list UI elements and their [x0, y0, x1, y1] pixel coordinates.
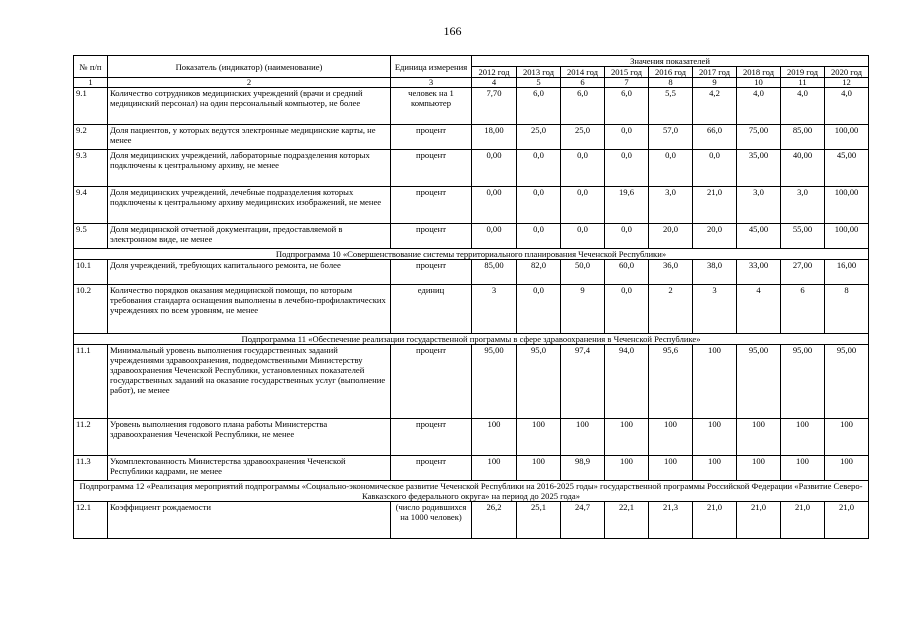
value-cell: 18,00: [472, 125, 517, 150]
value-cell: 45,00: [737, 224, 781, 249]
header-num: № п/п: [74, 56, 108, 78]
row-number: 9.3: [74, 150, 108, 187]
value-cell: 25,0: [517, 125, 561, 150]
value-cell: 4,2: [693, 88, 737, 125]
value-cell: 4,0: [781, 88, 825, 125]
value-cell: 22,1: [605, 502, 649, 539]
value-cell: 20,0: [649, 224, 693, 249]
value-cell: 100: [605, 419, 649, 456]
column-index: 6: [561, 78, 605, 88]
value-cell: 3: [693, 285, 737, 334]
value-cell: 0,0: [517, 285, 561, 334]
header-values: Значения показателей: [472, 56, 869, 67]
unit-cell: процент: [391, 150, 472, 187]
value-cell: 75,00: [737, 125, 781, 150]
column-index: 8: [649, 78, 693, 88]
column-index: 10: [737, 78, 781, 88]
table-row: [74, 260, 869, 285]
value-cell: 100,00: [825, 125, 869, 150]
value-cell: 21,3: [649, 502, 693, 539]
row-number: 11.2: [74, 419, 108, 456]
indicator-name: Доля пациентов, у которых ведутся электронные медицинские карты, не менее: [108, 125, 391, 150]
subprogram-title: Подпрограмма 11 «Обеспечение реализации государственной программы в сфере здравоохранения в Чеченской Республике»: [74, 334, 869, 345]
value-cell: 21,0: [693, 187, 737, 224]
indicator-name: Доля медицинской отчетной документации, предоставляемой в электронном виде, не менее: [108, 224, 391, 249]
row-number: 9.4: [74, 187, 108, 224]
value-cell: 0,0: [517, 224, 561, 249]
value-cell: 100: [825, 419, 869, 456]
value-cell: 0,0: [605, 285, 649, 334]
header-year: 2016 год: [649, 67, 693, 78]
unit-cell: процент: [391, 187, 472, 224]
value-cell: 27,00: [781, 260, 825, 285]
indicator-name: Минимальный уровень выполнения государственных заданий учреждениями здравоохранения, подведомственными Министерству здравоохранения Чеченской Республики, установленных показателей государственных заданий на оказание государственных услуг (выполнение работ), не менее: [108, 345, 391, 419]
value-cell: 35,00: [737, 150, 781, 187]
value-cell: 100: [737, 456, 781, 481]
table-row: [74, 150, 869, 187]
value-cell: 26,2: [472, 502, 517, 539]
value-cell: 100: [561, 419, 605, 456]
value-cell: 100: [472, 419, 517, 456]
table-row: [74, 285, 869, 334]
row-number: 10.2: [74, 285, 108, 334]
value-cell: 100: [693, 456, 737, 481]
value-cell: 100: [825, 456, 869, 481]
value-cell: 45,00: [825, 150, 869, 187]
value-cell: 4: [737, 285, 781, 334]
value-cell: 36,0: [649, 260, 693, 285]
indicator-name: Доля медицинских учреждений, лечебные подразделения которых подключены к центральному архиву медицинских изображений, не менее: [108, 187, 391, 224]
value-cell: 20,0: [693, 224, 737, 249]
row-number: 9.2: [74, 125, 108, 150]
value-cell: 0,0: [517, 187, 561, 224]
value-cell: 33,00: [737, 260, 781, 285]
value-cell: 5,5: [649, 88, 693, 125]
value-cell: 25,0: [561, 125, 605, 150]
subprogram-title: Подпрограмма 10 «Совершенствование системы территориального планирования Чеченской Республики»: [74, 249, 869, 260]
value-cell: 98,9: [561, 456, 605, 481]
column-index: 2: [108, 78, 391, 88]
value-cell: 57,0: [649, 125, 693, 150]
value-cell: 95,00: [825, 345, 869, 419]
subprogram-title: Подпрограмма 12 «Реализация мероприятий подпрограммы «Социально-экономическое развитие Чеченской Республики на 2016-2025 годы» государственной программы Российской Федерации «Развитие Северо-Кавказского федерального округа» на период до 2025 года»: [74, 481, 869, 502]
value-cell: 0,0: [693, 150, 737, 187]
section-row: [74, 249, 869, 260]
value-cell: 94,0: [605, 345, 649, 419]
header-year: 2015 год: [605, 67, 649, 78]
table-row: [74, 419, 869, 456]
value-cell: 50,0: [561, 260, 605, 285]
value-cell: 21,0: [781, 502, 825, 539]
column-index: 7: [605, 78, 649, 88]
indicator-name: Доля учреждений, требующих капитального ремонта, не более: [108, 260, 391, 285]
column-index: 9: [693, 78, 737, 88]
value-cell: 21,0: [737, 502, 781, 539]
value-cell: 82,0: [517, 260, 561, 285]
value-cell: 100: [649, 456, 693, 481]
header-indicator: Показатель (индикатор) (наименование): [108, 56, 391, 78]
value-cell: 0,0: [649, 150, 693, 187]
value-cell: 0,0: [561, 150, 605, 187]
column-index: 11: [781, 78, 825, 88]
value-cell: 100: [693, 419, 737, 456]
value-cell: 3,0: [781, 187, 825, 224]
indicator-name: Количество сотрудников медицинских учреждений (врачи и средний медицинский персонал) на один персональный компьютер, не более: [108, 88, 391, 125]
indicator-name: Укомплектованность Министерства здравоохранения Чеченской Республики кадрами, не менее: [108, 456, 391, 481]
value-cell: 0,0: [561, 187, 605, 224]
column-index: 1: [74, 78, 108, 88]
section-row: [74, 481, 869, 502]
value-cell: 95,0: [517, 345, 561, 419]
value-cell: 100: [472, 456, 517, 481]
value-cell: 100: [517, 456, 561, 481]
value-cell: 100: [517, 419, 561, 456]
value-cell: 95,00: [472, 345, 517, 419]
value-cell: 25,1: [517, 502, 561, 539]
value-cell: 95,6: [649, 345, 693, 419]
value-cell: 85,00: [472, 260, 517, 285]
value-cell: 6,0: [605, 88, 649, 125]
indicator-name: Уровень выполнения годового плана работы Министерства здравоохранения Чеченской Республики, не менее: [108, 419, 391, 456]
value-cell: 21,0: [825, 502, 869, 539]
row-number: 9.5: [74, 224, 108, 249]
value-cell: 4,0: [825, 88, 869, 125]
header-year: 2014 год: [561, 67, 605, 78]
table-row: [74, 187, 869, 224]
value-cell: 6,0: [517, 88, 561, 125]
indicator-name: Доля медицинских учреждений, лабораторные подразделения которых подключены к центральному архиву, не менее: [108, 150, 391, 187]
value-cell: 40,00: [781, 150, 825, 187]
value-cell: 0,00: [472, 224, 517, 249]
header-year: 2020 год: [825, 67, 869, 78]
header-year: 2012 год: [472, 67, 517, 78]
table-row: [74, 125, 869, 150]
value-cell: 100: [649, 419, 693, 456]
value-cell: 66,0: [693, 125, 737, 150]
value-cell: 7,70: [472, 88, 517, 125]
value-cell: 100: [737, 419, 781, 456]
table-row: [74, 88, 869, 125]
value-cell: 19,6: [605, 187, 649, 224]
value-cell: 24,7: [561, 502, 605, 539]
unit-cell: процент: [391, 419, 472, 456]
value-cell: 3: [472, 285, 517, 334]
value-cell: 55,00: [781, 224, 825, 249]
value-cell: 100: [781, 419, 825, 456]
header-year: 2019 год: [781, 67, 825, 78]
indicators-table: [73, 55, 869, 539]
value-cell: 38,0: [693, 260, 737, 285]
unit-cell: процент: [391, 260, 472, 285]
table-row: [74, 345, 869, 419]
value-cell: 0,00: [472, 150, 517, 187]
value-cell: 100: [693, 345, 737, 419]
column-index: 12: [825, 78, 869, 88]
row-number: 10.1: [74, 260, 108, 285]
value-cell: 21,0: [693, 502, 737, 539]
header-year: 2018 год: [737, 67, 781, 78]
table-row: [74, 224, 869, 249]
value-cell: 60,0: [605, 260, 649, 285]
value-cell: 97,4: [561, 345, 605, 419]
header-year: 2017 год: [693, 67, 737, 78]
table-row: [74, 456, 869, 481]
value-cell: 0,0: [605, 224, 649, 249]
column-index: 4: [472, 78, 517, 88]
value-cell: 16,00: [825, 260, 869, 285]
unit-cell: (число родившихся на 1000 человек): [391, 502, 472, 539]
value-cell: 100,00: [825, 187, 869, 224]
column-index: 3: [391, 78, 472, 88]
unit-cell: процент: [391, 125, 472, 150]
value-cell: 2: [649, 285, 693, 334]
value-cell: 95,00: [781, 345, 825, 419]
page-number: 166: [443, 24, 462, 38]
unit-cell: процент: [391, 224, 472, 249]
value-cell: 0,0: [605, 150, 649, 187]
value-cell: 100: [605, 456, 649, 481]
row-number: 9.1: [74, 88, 108, 125]
row-number: 12.1: [74, 502, 108, 539]
value-cell: 95,00: [737, 345, 781, 419]
value-cell: 0,0: [517, 150, 561, 187]
section-row: [74, 334, 869, 345]
value-cell: 9: [561, 285, 605, 334]
value-cell: 0,0: [605, 125, 649, 150]
value-cell: 4,0: [737, 88, 781, 125]
unit-cell: единиц: [391, 285, 472, 334]
value-cell: 100: [781, 456, 825, 481]
value-cell: 0,0: [561, 224, 605, 249]
row-number: 11.1: [74, 345, 108, 419]
value-cell: 0,00: [472, 187, 517, 224]
unit-cell: процент: [391, 345, 472, 419]
indicator-name: Коэффициент рождаемости: [108, 502, 391, 539]
column-index: 5: [517, 78, 561, 88]
value-cell: 3,0: [649, 187, 693, 224]
unit-cell: человек на 1 компьютер: [391, 88, 472, 125]
unit-cell: процент: [391, 456, 472, 481]
header-unit: Единица измерения: [391, 56, 472, 78]
row-number: 11.3: [74, 456, 108, 481]
value-cell: 3,0: [737, 187, 781, 224]
indicator-name: Количество порядков оказания медицинской помощи, по которым требования стандарта оснащения выполнены в лечебно-профилактических учреждениях по всем уровням, не менее: [108, 285, 391, 334]
table-row: [74, 502, 869, 539]
value-cell: 6,0: [561, 88, 605, 125]
value-cell: 8: [825, 285, 869, 334]
header-year: 2013 год: [517, 67, 561, 78]
value-cell: 85,00: [781, 125, 825, 150]
value-cell: 6: [781, 285, 825, 334]
value-cell: 100,00: [825, 224, 869, 249]
